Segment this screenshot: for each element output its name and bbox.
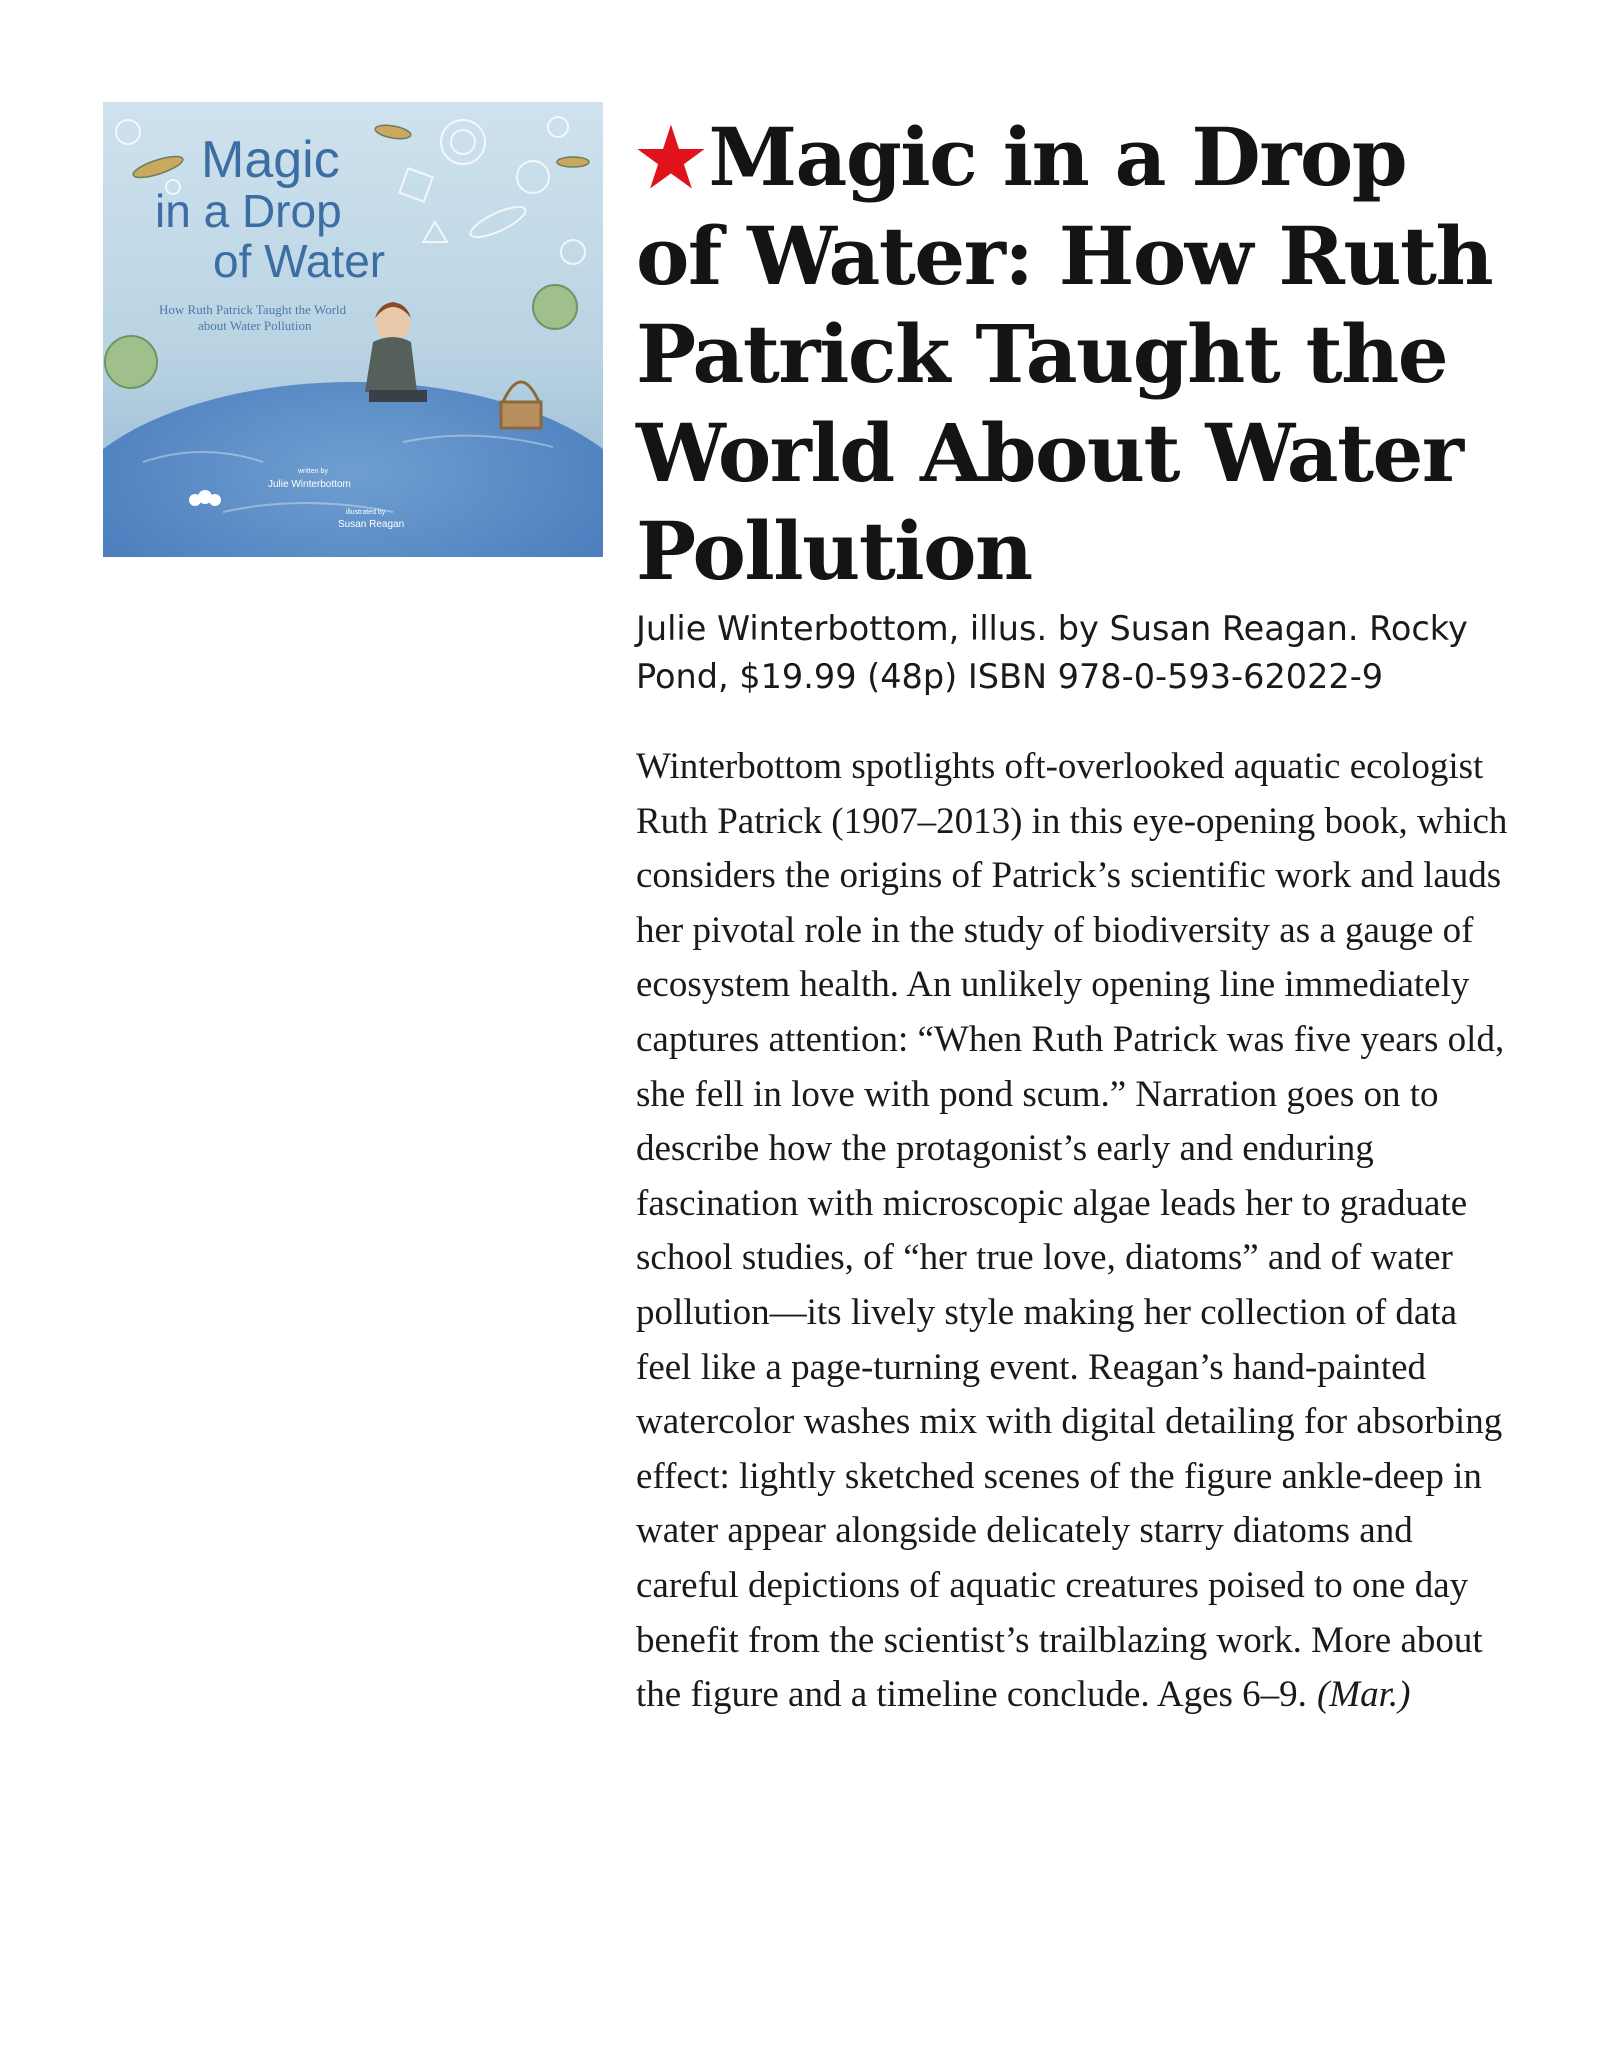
cover-written-by-label: written by	[298, 468, 328, 475]
publication-date: (Mar.)	[1316, 1674, 1411, 1716]
cover-title-line-3: of Water	[213, 235, 386, 287]
book-title-text: Magic in a Drop of Water: How Ruth Patrick Taught the World About Water Pollution	[636, 110, 1493, 599]
cover-title-line-1: Magic	[201, 131, 340, 189]
cover-illustrated-by-label: illustrated by	[346, 509, 386, 516]
book-cover-image	[103, 102, 603, 557]
review-text: Winterbottom spotlights oft-overlooked aquatic ecologist Ruth Patrick (1907–2013) in this eye-opening book, which considers the origins of Patrick’s scientific work and lauds her pivotal role in the study of biodiversity as a gauge of ecosystem health. An unlikely opening line immediately captures attention: “When Ruth Patrick was five years old, she fell in love with pond scum.” Narration goes on to describe how the protagonist’s early and enduring fascination with microscopic algae leads her to graduate school studies, of “her true love, diatoms” and of water pollution—its lively style making her collection of data feel like a page-turning event. Reagan’s hand-painted watercolor washes mix with digital detailing for absorbing effect: lightly sketched scenes of the figure ankle-deep in water appear alongside delicately starry diatoms and careful depictions of aquatic creatures poised to one day benefit from the scientist’s trailblazing work. More about the figure and a timeline conclude. Ages 6–9.	[636, 746, 1508, 1716]
review-body	[636, 740, 1516, 1723]
book-credits: Julie Winterbottom, illus. by Susan Reagan. Rocky Pond, $19.99 (48p) ISBN 978-0-593-62022-9	[636, 609, 1468, 696]
cover-title-line-2: in a Drop	[155, 185, 342, 237]
cover-author: Julie Winterbottom	[268, 479, 351, 490]
cover-subtitle-line-1: How Ruth Patrick Taught the World	[159, 302, 347, 317]
cover-illustrator: Susan Reagan	[338, 519, 405, 530]
book-title	[636, 108, 1516, 601]
cover-subtitle-line-2: about Water Pollution	[198, 318, 312, 333]
starred-review-icon: ★	[636, 113, 705, 204]
